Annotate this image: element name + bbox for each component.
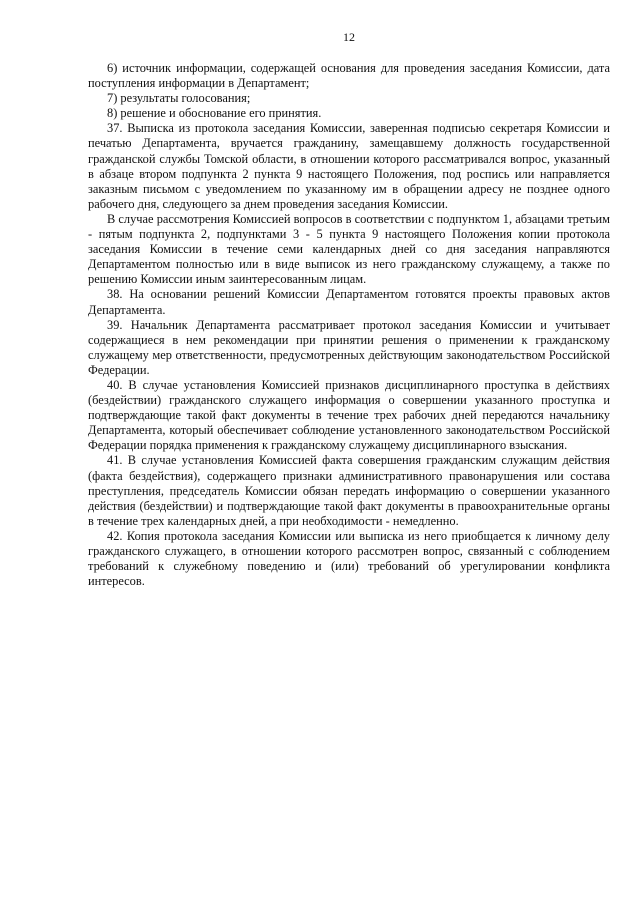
paragraph-41: 41. В случае установления Комиссией факта совершения гражданским служащим действия (факта бездействия), содержащего признаки административного правонарушения или состава преступления, председатель Комиссии обязан передать информацию о совершении указанного действия (бездействии) и подтверждающие такой факт документы в правоохранительные органы в течение трех календарных дней, а при необходимости - немедленно. [88,453,610,528]
paragraph-40: 40. В случае установления Комиссией признаков дисциплинарного проступка в действиях (бездействии) гражданского служащего информация о совершении указанного проступка и подтверждающие такой факт документы в течение трех рабочих дней передаются начальнику Департамента, который обеспечивает соблюдение установленного законодательством Российской Федерации порядка применения к гражданскому служащему дисциплинарного взыскания. [88,377,610,453]
paragraph-item-7: 7) результаты голосования; [107,91,251,106]
paragraph-37-continued: В случае рассмотрения Комиссией вопросов в соответствии с подпунктом 1, абзацами третьим - пятым подпункта 2, подпунктами 3 - 5 пункта 9 настоящего Положения копии протокола заседания Комиссии в течение семи календарных дней со дня заседания направляются Департаментом полностью или в виде выписок из него гражданскому служащему, а также по решению Комиссии иным заинтересованным лицам. [88,211,610,287]
paragraph-42: 42. Копия протокола заседания Комиссии или выписка из него приобщается к личному делу гражданского служащего, в отношении которого рассмотрен вопрос, связанный с соблюдением требований к служебному поведению и (или) требований об урегулировании конфликта интересов. [88,528,610,589]
paragraph-38: 38. На основании решений Комиссии Департаментом готовятся проекты правовых актов Департамента. [88,287,610,317]
paragraph-39: 39. Начальник Департамента рассматривает протокол заседания Комиссии и учитывает содержащиеся в нем рекомендации при принятии решения о применении к гражданскому служащему мер ответственности, предусмотренных действующим законодательством Российской Федерации. [88,317,610,377]
page-number: 12 [343,30,355,44]
document-body [88,61,610,589]
paragraph-item-8: 8) решение и обоснование его принятия. [107,106,322,121]
paragraph-37: 37. Выписка из протокола заседания Комиссии, заверенная подписью секретаря Комиссии и печатью Департамента, вручается гражданину, замещавшему должность государственной гражданской службы Томской области, в отношении которого рассматривался вопрос, указанный в абзаце втором подпункта 2 пункта 9 настоящего Положения, под роспись или направляется заказным письмом с уведомлением по указанному им в обращении адресу не позднее одного рабочего дня, следующего за днем проведения заседания Комиссии. [88,121,610,211]
paragraph-item-6: 6) источник информации, содержащей основания для проведения заседания Комиссии, дата поступления информации в Департамент; [88,61,610,91]
